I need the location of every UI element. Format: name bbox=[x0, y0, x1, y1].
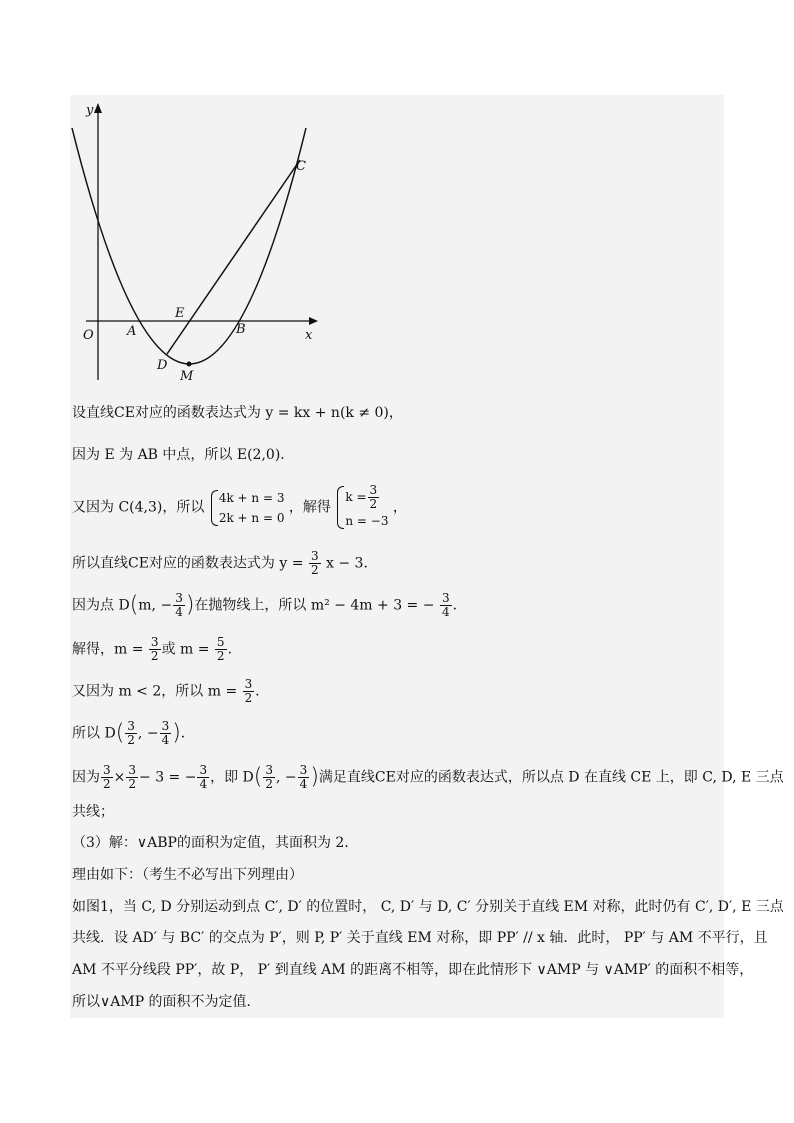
line-5: 因为点 D(m, − $\frac{3}{4}$ )在抛物线上，所以 m² − 4m + 3 = − $\frac{3}{4}$ ． bbox=[72, 591, 467, 619]
line-7: 又因为 m < 2，所以 m = $\frac{3}{2}$ ． bbox=[72, 677, 270, 705]
label-m: M bbox=[180, 369, 194, 384]
line-cd bbox=[167, 160, 300, 354]
line-3: 又因为 C(4,3)，所以 4k + n = 3 2k + n = 0 ，解得 k = $\frac{3}{2}$ n = −3 ， bbox=[72, 484, 407, 531]
line-12: 理由如下：（考生不必写出下列理由） bbox=[72, 867, 303, 883]
line-13: 如图1，当 C, D 分别运动到点 C′, D′ 的位置时， C, D′ 与 D, C′ 分别关于直线 EM 对称，此时仍有 C′, D′, E 三点 bbox=[72, 899, 784, 915]
line-9: 因为 $\frac{3}{2}$ × $\frac{3}{2}$ − 3 = − $\frac{3}{4}$ ，即 D( $\frac{3}{2}$ , − $\frac{3}{4}$ )满足直线CE对应的函数表达式，所以点 D 在直线 CE 上，即 C, D, E 三点 bbox=[72, 763, 784, 791]
line-3-text-d: ，解得 bbox=[288, 499, 331, 516]
label-y: y bbox=[86, 103, 94, 118]
y-axis-arrow bbox=[94, 103, 102, 113]
parabola-figure bbox=[70, 95, 350, 390]
vertex-m-dot bbox=[187, 362, 192, 367]
equation-system-1: 4k + n = 3 2k + n = 0 bbox=[209, 488, 285, 528]
line-8: 所以 D( $\frac{3}{2}$ , − $\frac{3}{4}$ )． bbox=[72, 719, 195, 747]
label-e: E bbox=[175, 306, 185, 321]
label-o: O bbox=[83, 328, 94, 343]
parabola-curve bbox=[72, 128, 306, 364]
line-14: 共线．设 AD′ 与 BC′ 的交点为 P′，则 P, P′ 关于直线 EM 对称，即 PP′ // x 轴．此时， PP′ 与 AM 不平行，且 bbox=[72, 930, 768, 946]
label-x: x bbox=[305, 328, 313, 343]
line-3-text-a: 又因为 C(4,3)，所以 bbox=[72, 499, 205, 516]
line-15: AM 不平分线段 PP′，故 P， P′ 到直线 AM 的距离不相等，即在此情形下 ∨AMP 与 ∨AMP′ 的面积不相等， bbox=[72, 962, 754, 978]
line-11: （3）解：∨ABP的面积为定值，其面积为 2． bbox=[72, 835, 359, 851]
line-1: 设直线CE对应的函数表达式为 y = kx + n(k ≠ 0)， bbox=[72, 405, 403, 421]
x-axis-arrow bbox=[309, 317, 318, 325]
label-a: A bbox=[127, 324, 137, 339]
label-b: B bbox=[236, 322, 246, 337]
equation-system-2: k = $\frac{3}{2}$ n = −3 bbox=[335, 484, 388, 531]
line-6: 解得，m = $\frac{3}{2}$ 或 m = $\frac{5}{2}$ ． bbox=[72, 635, 242, 663]
label-d: D bbox=[157, 358, 168, 373]
label-c: C bbox=[296, 159, 306, 174]
line-4: 所以直线CE对应的函数表达式为 y = $\frac{3}{2}$ x − 3． bbox=[72, 549, 378, 577]
line-2: 因为 E 为 AB 中点，所以 E(2,0)． bbox=[72, 447, 295, 463]
line-10: 共线； bbox=[72, 804, 114, 820]
line-16: 所以∨AMP 的面积不为定值． bbox=[72, 994, 261, 1010]
